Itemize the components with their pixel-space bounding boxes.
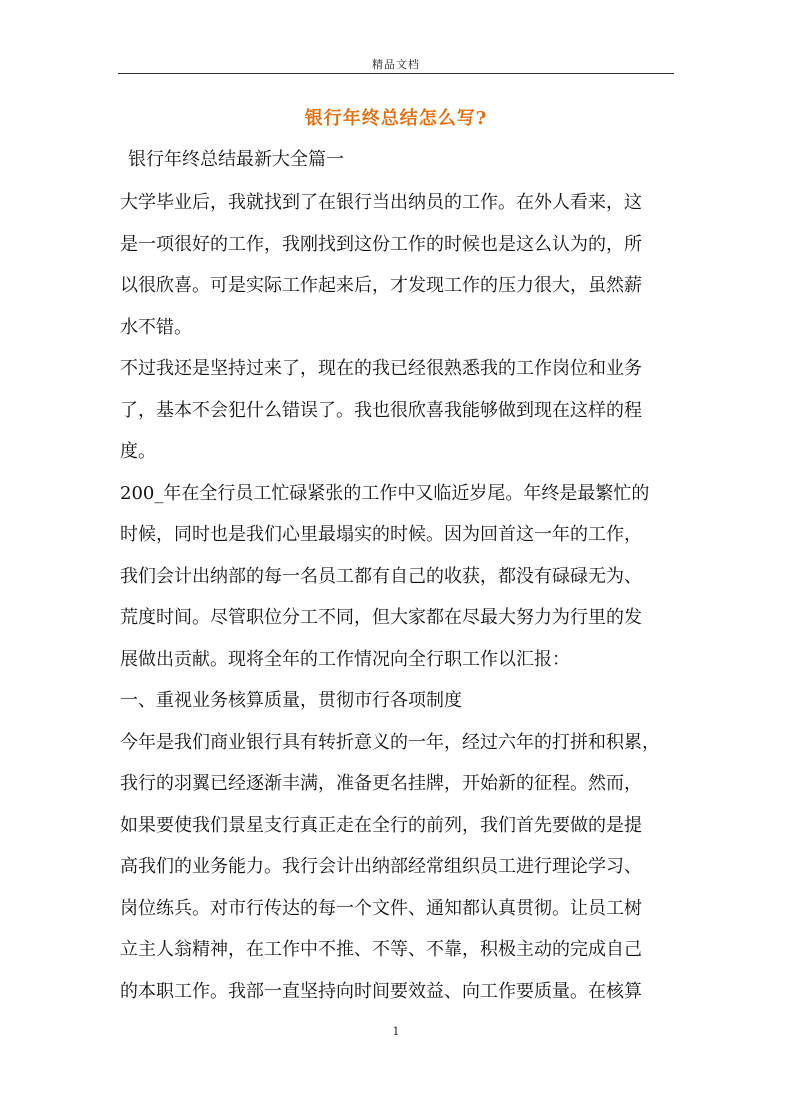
body-line: 水不错。	[120, 316, 192, 338]
body-line: 不过我还是坚持过来了，现在的我已经很熟悉我的工作岗位和业务	[120, 358, 642, 379]
body-line: 荒度时间。尽管职位分工不同，但大家都在尽最大努力为行里的发	[120, 607, 642, 628]
header-rule	[118, 73, 674, 74]
header-label: 精品文档	[372, 58, 420, 71]
body-line: 的本职工作。我部一直坚持向时间要效益、向工作要质量。在核算	[120, 980, 642, 1002]
body-line: 我行的羽翼已经逐渐丰满，准备更名挂牌，开始新的征程。然而，	[120, 773, 642, 794]
body-line: 岗位练兵。对市行传达的每一个文件、通知都认真贯彻。让员工树	[120, 897, 642, 919]
section-heading: 一、重视业务核算质量，贯彻市行各项制度	[120, 690, 462, 711]
body-line: 展做出贡献。现将全年的工作情况向全行职工作以汇报：	[120, 648, 570, 670]
body-line: 以很欣喜。可是实际工作起来后，才发现工作的压力很大，虽然薪	[120, 275, 642, 296]
body-line: 立主人翁精神，在工作中不推、不等、不靠，积极主动的完成自己	[120, 939, 642, 960]
body-line: 如果要使我们景星支行真正走在全行的前列，我们首先要做的是提	[120, 814, 642, 836]
page-number: 1	[392, 1025, 400, 1038]
body-line: 200_年在全行员工忙碌紧张的工作中又临近岁尾。年终是最繁忙的	[120, 482, 650, 504]
document-subtitle: 银行年终总结最新大全篇一	[128, 149, 344, 170]
document-body	[120, 182, 680, 1012]
body-line: 度。	[120, 441, 156, 462]
body-line: 我们会计出纳部的每一名员工都有自己的收获，都没有碌碌无为、	[120, 565, 642, 587]
body-line: 高我们的业务能力。我行会计出纳部经常组织员工进行理论学习、	[120, 856, 642, 877]
body-line: 是一项很好的工作，我刚找到这份工作的时候也是这么认为的，所	[120, 233, 642, 255]
body-line: 大学毕业后，我就找到了在银行当出纳员的工作。在外人看来，这	[120, 192, 642, 213]
document-title: 银行年终总结怎么写?	[304, 108, 488, 129]
body-line: 了，基本不会犯什么错误了。我也很欣喜我能够做到现在这样的程	[120, 399, 642, 421]
body-line: 时候，同时也是我们心里最塌实的时候。因为回首这一年的工作，	[120, 524, 642, 545]
body-line: 今年是我们商业银行具有转折意义的一年，经过六年的打拼和积累，	[120, 731, 660, 753]
